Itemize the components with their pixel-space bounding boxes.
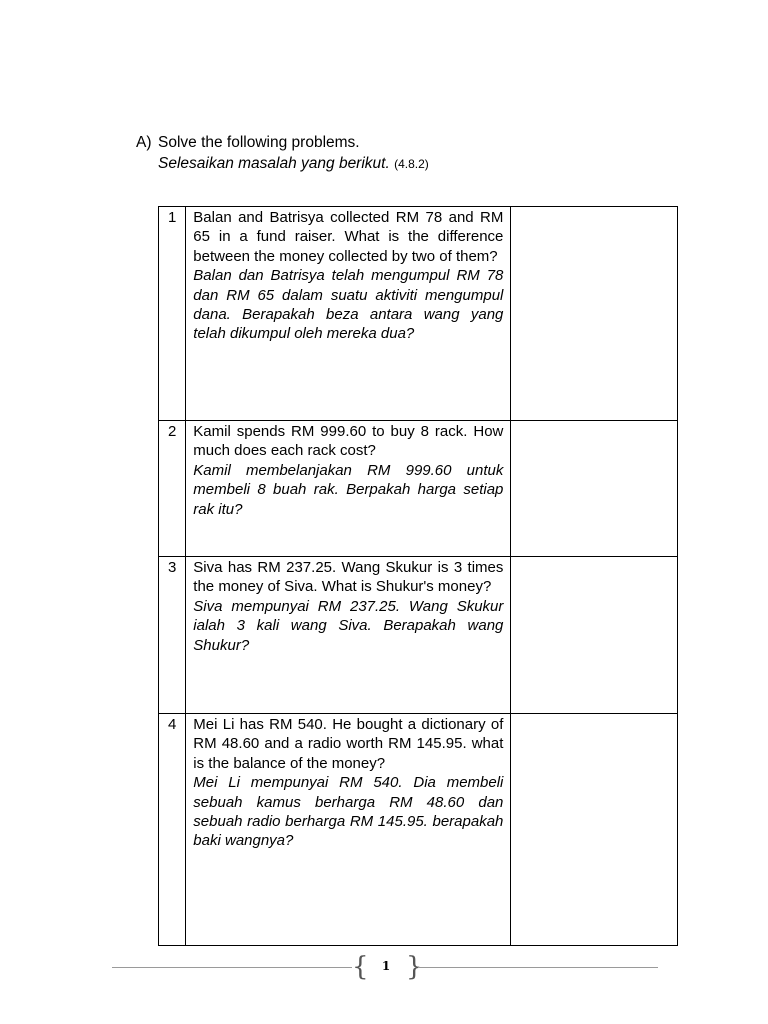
problem-malay: Balan dan Batrisya telah mengumpul RM 78 dan RM 65 dalam suatu aktiviti mengumpul dana. Berapakah beza antara wang yang telah dikumpul oleh mereka dua? [193, 267, 504, 343]
problem-number: 4 [159, 714, 186, 946]
problem-english: Balan and Batrisya collected RM 78 and RM 65 in a fund raiser. What is the difference between the money collected by two of them? [193, 209, 504, 265]
problem-row-4 [159, 714, 678, 946]
section-header [136, 132, 429, 175]
instruction-english-line [136, 132, 429, 153]
answer-cell[interactable] [511, 207, 678, 421]
problem-text [186, 557, 511, 714]
problem-text [186, 714, 511, 946]
problem-text [186, 421, 511, 557]
problem-malay: Mei Li mempunyai RM 540. Dia membeli sebuah kamus berharga RM 48.60 dan sebuah radio berharga RM 145.95. berapakah baki wangnya? [193, 774, 504, 850]
problem-english: Siva has RM 237.25. Wang Skukur is 3 times the money of Siva. What is Shukur's money? [193, 559, 504, 596]
problem-malay: Kamil membelanjakan RM 999.60 untuk membeli 8 buah rak. Berpakah harga setiap rak itu? [193, 461, 504, 518]
problem-malay: Siva mempunyai RM 237.25. Wang Skukur ialah 3 kali wang Siva. Berapakah wang Shukur? [193, 597, 504, 654]
footer-rule-right [418, 967, 658, 968]
instruction-malay: Selesaikan masalah yang berikut. [158, 155, 390, 172]
problem-text [186, 207, 511, 421]
problem-number: 3 [159, 557, 186, 714]
left-brace-icon: { [352, 952, 369, 982]
problem-row-1 [159, 207, 678, 421]
instruction-english: Solve the following problems. [158, 134, 360, 151]
problem-number: 2 [159, 421, 186, 557]
answer-cell[interactable] [511, 421, 678, 557]
answer-cell[interactable] [511, 557, 678, 714]
problem-row-2 [159, 421, 678, 557]
problem-english: Mei Li has RM 540. He bought a dictionary of RM 48.60 and a radio worth RM 145.95. what is the balance of the money? [193, 716, 504, 772]
problem-english: Kamil spends RM 999.60 to buy 8 rack. How much does each rack cost? [193, 423, 504, 460]
section-letter: A) [136, 134, 152, 151]
page-number: 1 [381, 959, 391, 973]
answer-cell[interactable] [511, 714, 678, 946]
footer-rule-left [112, 967, 352, 968]
learning-standard-code: (4.8.2) [394, 157, 429, 171]
problems-table [158, 206, 678, 946]
problem-number: 1 [159, 207, 186, 421]
problem-row-3 [159, 557, 678, 714]
right-brace-icon: } [406, 952, 423, 982]
page-footer [112, 954, 658, 982]
instruction-malay-line [136, 153, 429, 175]
